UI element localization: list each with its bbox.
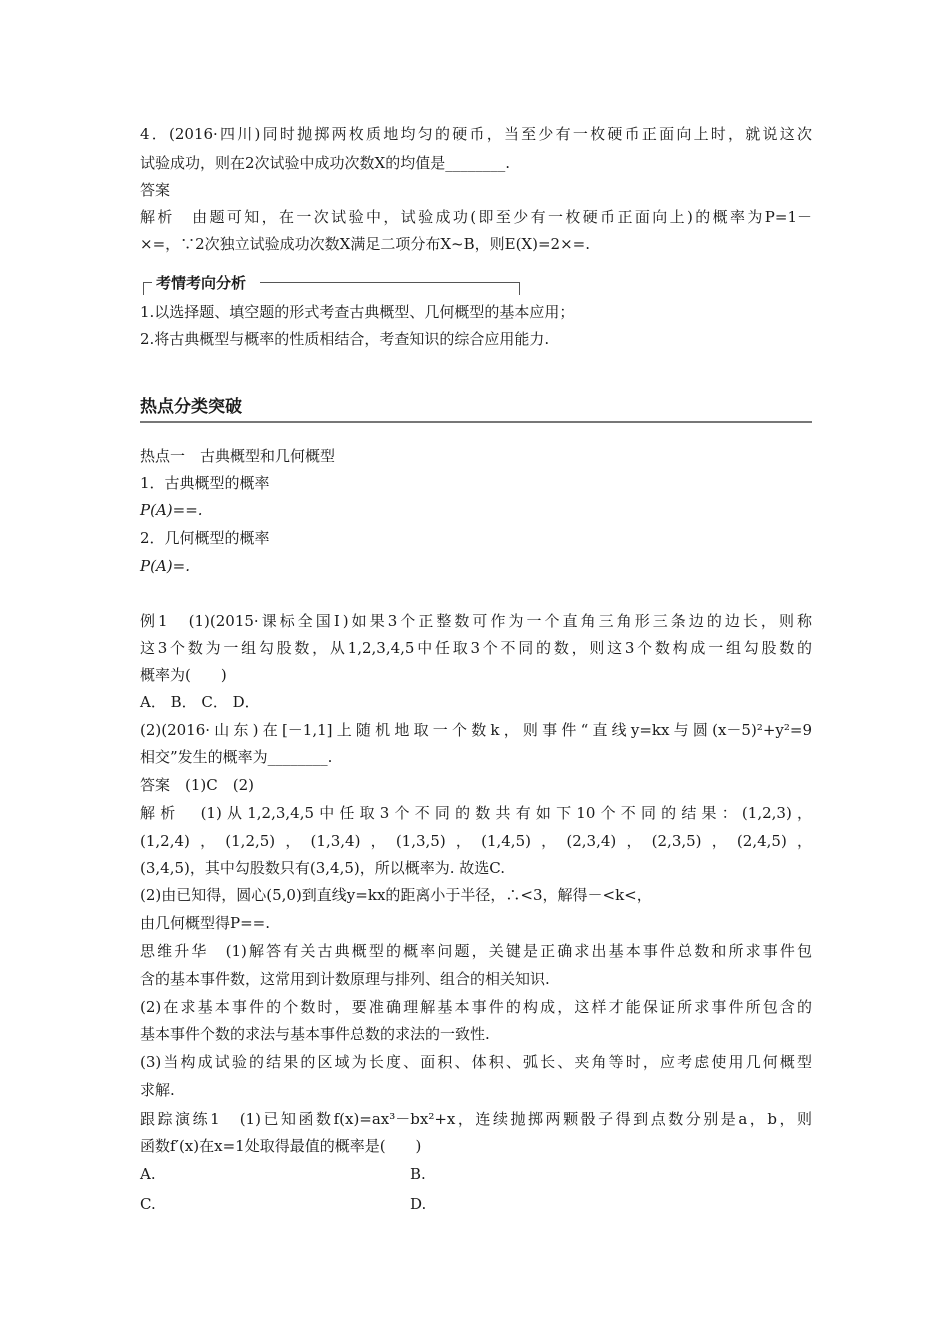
section-divider — [140, 421, 812, 423]
problem4-analysis2: ×=，∵2次独立试验成功次数X满足二项分布X~B，则E(X)=2×=. — [140, 235, 590, 253]
practice1-line1: 跟踪演练1 (1)已知函数f(x)=ax³－bx²+x，连续抛掷两颗骰子得到点数分别是a，b，则 — [140, 1110, 812, 1128]
problem4-line1: 4．(2016·四川)同时抛掷两枚质地均匀的硬币，当至少有一枚硬币正面向上时，就说这次 — [140, 125, 812, 143]
practice1-option-a: A. — [140, 1165, 156, 1183]
section-title: 热点分类突破 — [140, 397, 242, 417]
summary-line1: 思维升华 (1)解答有关古典概型的概率问题，关键是正确求出基本事件总数和所求事件包 — [140, 942, 812, 960]
example1-analysis4: (2)由已知得，圆心(5,0)到直线y=kx的距离小于半径，∴<3，解得－<k<， — [140, 886, 652, 904]
problem4-line2: 试验成功，则在2次试验中成功次数X的均值是________. — [140, 154, 510, 172]
hotspot1-point1: 1．古典概型的概率 — [140, 474, 270, 492]
example1-line3: 概率为( ) — [140, 666, 227, 684]
example1-analysis3: (3,4,5)，其中勾股数只有(3,4,5)，所以概率为. 故选C. — [140, 859, 505, 877]
summary-line4: 基本事件个数的求法与基本事件总数的求法的一致性. — [140, 1025, 490, 1043]
example1-options: A． B． C． D． — [140, 693, 260, 711]
practice1-option-b: B. — [410, 1165, 426, 1183]
practice1-option-d: D. — [410, 1195, 427, 1213]
problem4-analysis1: 解析 由题可知，在一次试验中，试验成功(即至少有一枚硬币正面向上)的概率为P=1－ — [140, 208, 812, 226]
example1-analysis2: (1,2,4)，(1,2,5)，(1,3,4)，(1,3,5)，(1,4,5)，(2,3,4)，(2,3,5)，(2,4,5)， — [140, 832, 812, 850]
hotspot1-heading: 热点一 古典概型和几何概型 — [140, 447, 336, 465]
example1-answer: 答案 (1)C (2) — [140, 776, 254, 794]
box-corner-left — [143, 282, 152, 295]
summary-line3: (2)在求基本事件的个数时，要准确理解基本事件的构成，这样才能保证所求事件所包含的 — [140, 998, 812, 1016]
exam-analysis-item1: 1.以选择题、填空题的形式考查古典概型、几何概型的基本应用； — [140, 303, 575, 321]
example1-line1: 例1 (1)(2015·课标全国Ⅰ)如果3个正整数可作为一个直角三角形三条边的边长，则称 — [140, 612, 812, 630]
exam-analysis-header — [140, 276, 520, 296]
summary-line2: 含的基本事件数，这常用到计数原理与排列、组合的相关知识. — [140, 970, 550, 988]
exam-analysis-item2: 2.将古典概型与概率的性质相结合，考查知识的综合应用能力. — [140, 330, 550, 348]
example1-line2: 这3个数为一组勾股数，从1,2,3,4,5中任取3个不同的数，则这3个数构成一组勾股数的 — [140, 639, 812, 657]
box-rule — [260, 282, 512, 283]
problem4-answer: 答案 — [140, 181, 171, 199]
hotspot1-point2: 2．几何概型的概率 — [140, 529, 270, 547]
example1-analysis1: 解析 (1)从1,2,3,4,5中任取3个不同的数共有如下10个不同的结果：(1,2,3)， — [140, 804, 812, 822]
practice1-line2: 函数f′(x)在x=1处取得最值的概率是( ) — [140, 1137, 422, 1155]
example1-line6: 相交”发生的概率为________. — [140, 748, 333, 766]
example1-line5: (2)(2016·山东)在[－1,1]上随机地取一个数k，则事件“直线y=kx与圆(x－5)²+y²=9 — [140, 721, 812, 739]
exam-analysis-title: 考情考向分析 — [156, 274, 247, 292]
example1-analysis5: 由几何概型得P==. — [140, 914, 270, 932]
summary-line5: (3)当构成试验的结果的区域为长度、面积、体积、弧长、夹角等时，应考虑使用几何概型 — [140, 1053, 812, 1071]
summary-line6: 求解. — [140, 1081, 175, 1099]
hotspot1-formula1: P(A)==. — [140, 501, 203, 519]
box-corner-right — [511, 282, 520, 295]
hotspot1-formula2: P(A)=. — [140, 557, 190, 575]
practice1-option-c: C. — [140, 1195, 156, 1213]
